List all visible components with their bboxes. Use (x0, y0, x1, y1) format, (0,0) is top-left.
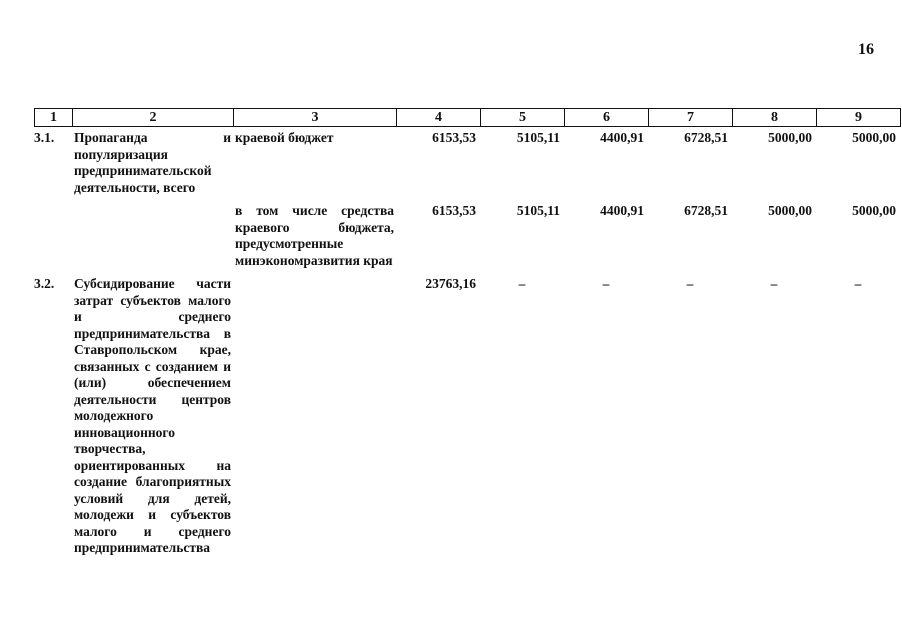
row-value: 5000,00 (852, 130, 896, 145)
row-name (72, 196, 233, 269)
row-value: 5000,00 (768, 130, 812, 145)
header-row (35, 109, 901, 127)
header-cell-9: 9 (817, 109, 901, 127)
row-value: – (602, 276, 610, 291)
row-value: 23763,16 (425, 276, 476, 291)
table-row (34, 130, 900, 196)
row-value: 6728,51 (684, 130, 728, 145)
table-row (34, 196, 900, 269)
row-value: 5000,00 (852, 203, 896, 218)
row-value: – (854, 276, 862, 291)
row-name: Пропаганда и популяризация предпринимательской деятельности, всего (74, 130, 231, 195)
row-value: 5105,11 (516, 130, 560, 145)
page-number: 16 (858, 41, 874, 58)
header-cell-4: 4 (397, 109, 481, 127)
row-index: 3.2. (34, 276, 55, 291)
row-name: Субсидирование части затрат субъектов малого и среднего предпринимательства в Ставропольском крае, связанных с созданием и (или) обеспечением деятельности центров молодежного инновационного творчества, ориентированных на создание благоприятных условий для детей, молодежи и субъектов малого и среднего предпринимательства (74, 276, 231, 555)
row-value: 6153,53 (432, 130, 476, 145)
row-index: 3.1. (34, 130, 55, 145)
header-cell-8: 8 (733, 109, 817, 127)
header-cell-2: 2 (73, 109, 234, 127)
row-value: 5000,00 (768, 203, 812, 218)
header-cell-1: 1 (35, 109, 73, 127)
row-value: 5105,11 (516, 203, 560, 218)
header-cell-6: 6 (565, 109, 649, 127)
row-funding-source: краевой бюджет (235, 130, 334, 145)
row-value: – (770, 276, 778, 291)
row-value: 6728,51 (684, 203, 728, 218)
table-row (34, 269, 900, 557)
column-number-header (34, 108, 901, 127)
header-cell-3: 3 (234, 109, 397, 127)
row-value: – (518, 276, 526, 291)
row-value: 6153,53 (432, 203, 476, 218)
row-index (34, 196, 72, 269)
row-funding-source (233, 269, 396, 557)
header-cell-7: 7 (649, 109, 733, 127)
program-table-body (34, 130, 900, 557)
header-cell-5: 5 (481, 109, 565, 127)
row-funding-source: в том числе средства краевого бюджета, предусмотренные минэкономразвития края (235, 203, 394, 268)
row-value: 4400,91 (600, 203, 644, 218)
row-value: – (686, 276, 694, 291)
row-value: 4400,91 (600, 130, 644, 145)
